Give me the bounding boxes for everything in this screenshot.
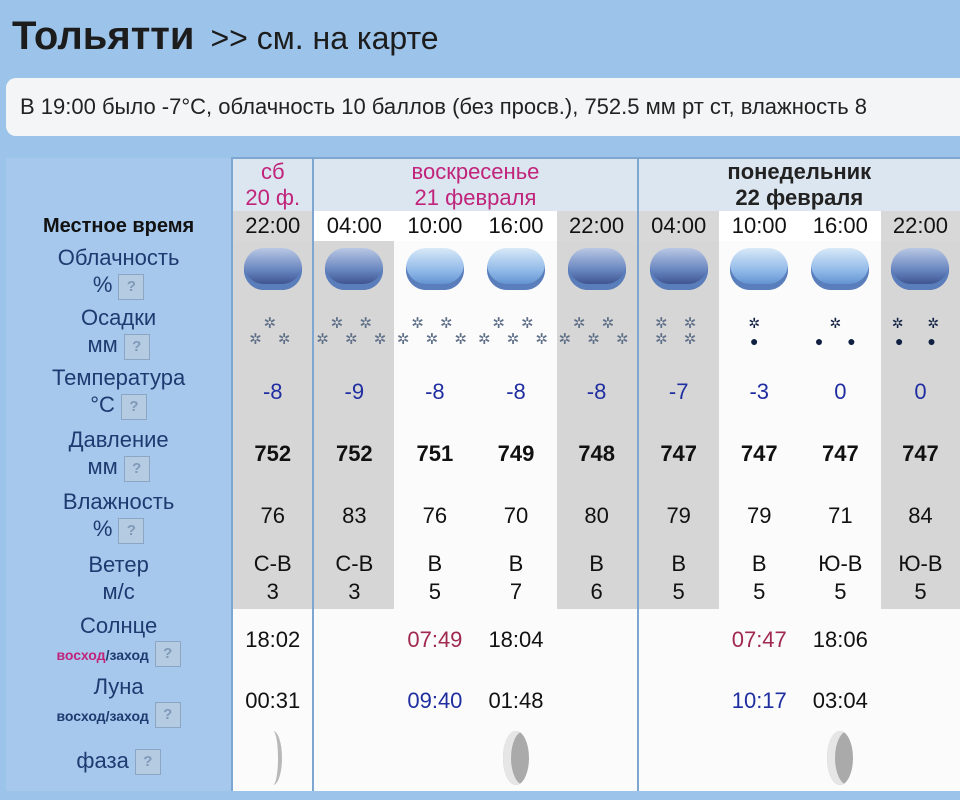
sunset-cell: 18:06 [800,609,881,671]
snowflake-icon: ✲ ✲ ✲ ✲ ✲ [558,315,635,348]
time-cell: 04:00 [638,211,719,241]
pressure-cell: 751 [394,423,475,485]
snowflake-icon: ✲ ✲ ✲ [249,315,297,348]
help-icon[interactable]: ? [135,749,161,775]
humidity-cell: 76 [394,485,475,547]
time-cell: 22:00 [881,211,960,241]
overcast-cloud-icon [891,248,949,290]
wind-cell: Ю-В 5 [881,547,960,609]
temp-cell: -8 [475,361,556,423]
help-icon[interactable]: ? [155,641,181,667]
phase-row [6,731,960,791]
overcast-cloud-icon [325,248,383,290]
time-row [6,211,960,241]
pressure-cell: 747 [638,423,719,485]
forecast-table [6,157,960,791]
wind-label: Ветер м/с [6,547,232,609]
day-header-sun: воскресенье 21 февраля [313,158,637,211]
time-cell: 16:00 [475,211,556,241]
moonset-cell: 01:48 [475,671,556,731]
humidity-cell: 79 [638,485,719,547]
humidity-cell: 79 [719,485,800,547]
pressure-cell: 747 [881,423,960,485]
wind-row [6,547,960,609]
local-time-label: Местное время [6,211,232,241]
pressure-cell: 752 [232,423,313,485]
humidity-cell: 70 [475,485,556,547]
humidity-cell: 80 [557,485,638,547]
humidity-cell: 83 [313,485,394,547]
clouds-label: Облачность % ? [6,241,232,303]
humidity-cell: 84 [881,485,960,547]
overcast-cloud-icon [406,248,464,290]
temperature-row [6,361,960,423]
wind-cell: С-В 3 [313,547,394,609]
wind-cell: В 7 [475,547,556,609]
phase-label: фаза ? [6,731,232,791]
moon-phase-icon [264,731,282,785]
overcast-cloud-icon [487,248,545,290]
map-link[interactable]: >> см. на карте [210,20,439,56]
help-icon[interactable]: ? [118,518,144,544]
temp-cell: -8 [557,361,638,423]
help-icon[interactable]: ? [155,702,181,728]
humidity-cell: 71 [800,485,881,547]
sun-row [6,609,960,671]
time-cell: 10:00 [719,211,800,241]
humidity-cell: 76 [232,485,313,547]
temp-cell: -7 [638,361,719,423]
help-icon[interactable]: ? [121,394,147,420]
raindrop-icon: ✲ ● ● [814,315,866,349]
temp-cell: -3 [719,361,800,423]
snowflake-icon: ✲ ✲ ✲ ✲ [655,315,703,348]
pressure-cell: 747 [719,423,800,485]
moon-row [6,671,960,731]
snowflake-icon: ✲ ✲ ✲ ✲ ✲ [396,315,473,348]
help-icon[interactable]: ? [118,274,144,300]
sun-label: Солнце восход/заход ? [6,609,232,671]
overcast-cloud-icon [244,248,302,290]
cloud-row [6,241,960,303]
sunrise-cell: 07:47 [719,609,800,671]
pressure-cell: 747 [800,423,881,485]
moon-phase-icon [503,731,529,785]
humidity-label: Влажность % ? [6,485,232,547]
pressure-cell: 752 [313,423,394,485]
moon-label: Луна восход/заход ? [6,671,232,731]
moonrise-cell: 10:17 [719,671,800,731]
snowflake-icon: ✲ ✲ ✲ ✲ ✲ [477,315,554,348]
moonrise-cell: 09:40 [394,671,475,731]
day-header-mon: понедельник 22 февраля [638,158,960,211]
temp-cell: -9 [313,361,394,423]
pressure-row [6,423,960,485]
time-cell: 22:00 [557,211,638,241]
time-cell: 16:00 [800,211,881,241]
overcast-cloud-icon [568,248,626,290]
pressure-cell: 748 [557,423,638,485]
day-header-row [6,158,960,211]
wind-cell: Ю-В 5 [800,547,881,609]
temp-cell: -8 [394,361,475,423]
day-header-sat: сб 20 ф. [232,158,313,211]
time-cell: 10:00 [394,211,475,241]
wind-cell: В 5 [638,547,719,609]
moonset-cell: 03:04 [800,671,881,731]
title-bar [12,14,439,70]
overcast-cloud-icon [650,248,708,290]
sunrise-cell: 07:49 [394,609,475,671]
city-title: Тольятти [12,14,195,58]
wind-cell: В 5 [394,547,475,609]
raindrop-icon: ✲ ● [748,315,771,349]
pressure-cell: 749 [475,423,556,485]
overcast-cloud-icon [811,248,869,290]
temp-cell: -8 [232,361,313,423]
wind-cell: С-В 3 [232,547,313,609]
overcast-cloud-icon [730,248,788,290]
help-icon[interactable]: ? [124,334,150,360]
time-cell: 22:00 [232,211,313,241]
moon-phase-icon [827,731,853,785]
sunset-cell: 18:02 [232,609,313,671]
temp-cell: 0 [800,361,881,423]
raindrop-icon: ✲ ✲ ● ● [891,315,950,349]
temp-cell: 0 [881,361,960,423]
humidity-row [6,485,960,547]
snowflake-icon: ✲ ✲ ✲ ✲ ✲ [316,315,393,348]
moonrise-cell: 00:31 [232,671,313,731]
help-icon[interactable]: ? [124,456,150,482]
time-cell: 04:00 [313,211,394,241]
precip-label: Осадки мм ? [6,303,232,361]
wind-cell: В 5 [719,547,800,609]
wind-cell: В 6 [557,547,638,609]
temp-label: Температура °С ? [6,361,232,423]
pressure-label: Давление мм ? [6,423,232,485]
current-weather: В 19:00 было -7°С, облачность 10 баллов (без просв.), 752.5 мм рт ст, влажность 8 [6,78,960,136]
precip-row [6,303,960,361]
sunset-cell: 18:04 [475,609,556,671]
